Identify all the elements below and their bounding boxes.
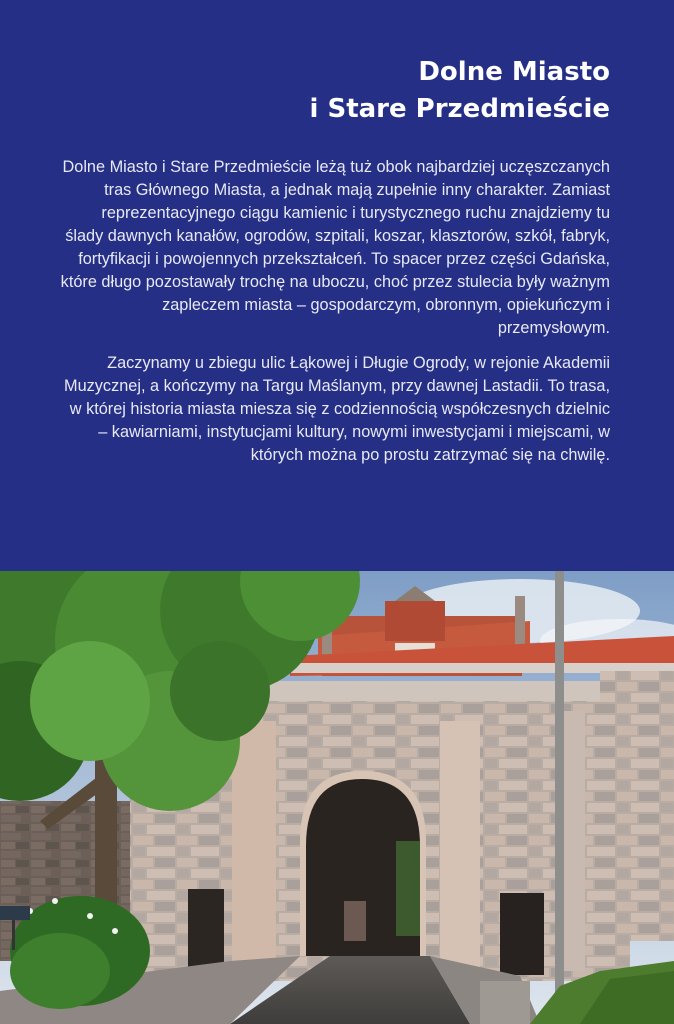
paragraph-1: Dolne Miasto i Stare Przedmieście leżą tuż obok najbardziej uczęszczanych tras Głównego Miasta, a jednak mają zupełnie inny charakter. Zamiast reprezentacyjnego ciągu kamienic i turystycznego ruchu znajdziemy tu ślady dawnych kanałów, ogrodów, szpitali, koszar, klasztorów, szkół, fabryk, fortyfikacji i powojennych przekształceń. To spacer przez części Gdańska, które długo pozostawały trochę na uboczu, choć przez stulecia były ważnym zapleczem miasta – gospodarczym, obronnym, opiekuńczym i przemysłowym. — [60, 158, 610, 337]
title-line-2: i Stare Przedmieście — [309, 94, 610, 124]
gate-photo — [0, 571, 674, 1024]
paragraph-2: Zaczynamy u zbiegu ulic Łąkowej i Długie Ogrody, w rejonie Akademii Muzycznej, a kończymy na Targu Maślanym, przy dawnej Lastadii. To trasa, w której historia miasta miesza się z codziennością współczesnych dzielnic – kawiarniami, instytucjami kultury, nowymi inwestycjami i miejscami, w których można po prostu zatrzymać się na chwilę. — [64, 354, 610, 464]
intro-text — [60, 156, 610, 479]
title-line-1: Dolne Miasto — [418, 57, 610, 87]
page-title — [310, 54, 611, 128]
gate-illustration — [0, 571, 674, 1024]
